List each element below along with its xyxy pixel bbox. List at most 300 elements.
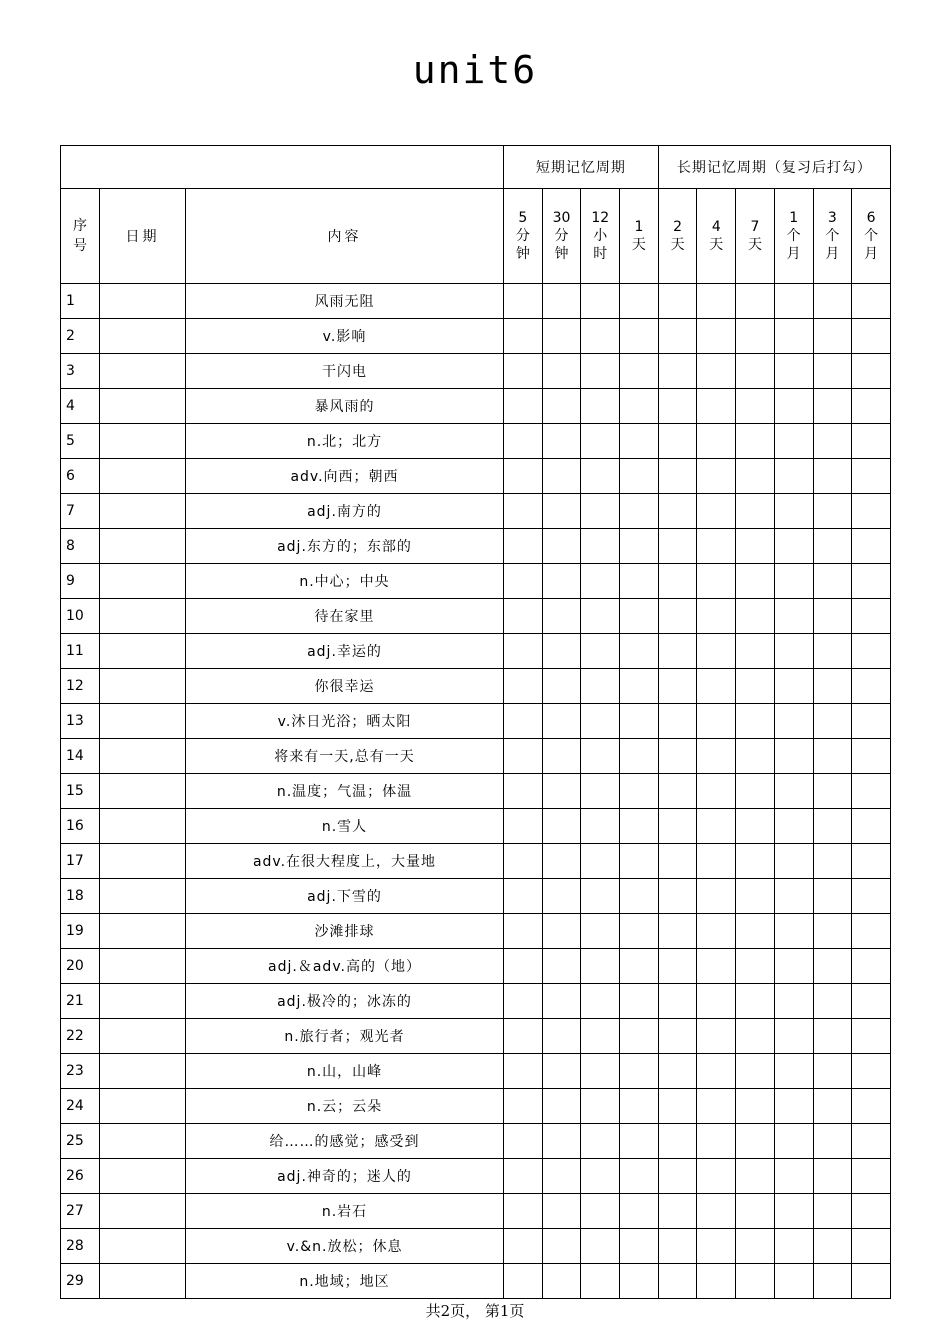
review-checkbox-cell[interactable] [736,844,775,879]
review-checkbox-cell[interactable] [774,1264,813,1299]
review-checkbox-cell[interactable] [774,984,813,1019]
review-checkbox-cell[interactable] [504,704,543,739]
review-checkbox-cell[interactable] [542,1229,581,1264]
date-cell[interactable] [100,389,186,424]
review-checkbox-cell[interactable] [852,599,891,634]
review-checkbox-cell[interactable] [736,809,775,844]
review-checkbox-cell[interactable] [813,1194,852,1229]
review-checkbox-cell[interactable] [658,599,697,634]
review-checkbox-cell[interactable] [581,1159,620,1194]
review-checkbox-cell[interactable] [774,844,813,879]
date-cell[interactable] [100,634,186,669]
review-checkbox-cell[interactable] [852,529,891,564]
review-checkbox-cell[interactable] [658,529,697,564]
review-checkbox-cell[interactable] [852,1019,891,1054]
review-checkbox-cell[interactable] [658,1019,697,1054]
review-checkbox-cell[interactable] [581,1124,620,1159]
review-checkbox-cell[interactable] [581,984,620,1019]
review-checkbox-cell[interactable] [504,459,543,494]
review-checkbox-cell[interactable] [658,284,697,319]
review-checkbox-cell[interactable] [504,424,543,459]
review-checkbox-cell[interactable] [852,354,891,389]
review-checkbox-cell[interactable] [542,389,581,424]
review-checkbox-cell[interactable] [542,599,581,634]
review-checkbox-cell[interactable] [504,1194,543,1229]
review-checkbox-cell[interactable] [620,739,659,774]
date-cell[interactable] [100,844,186,879]
review-checkbox-cell[interactable] [813,634,852,669]
review-checkbox-cell[interactable] [852,459,891,494]
review-checkbox-cell[interactable] [736,529,775,564]
date-cell[interactable] [100,529,186,564]
review-checkbox-cell[interactable] [736,284,775,319]
review-checkbox-cell[interactable] [736,599,775,634]
review-checkbox-cell[interactable] [542,529,581,564]
review-checkbox-cell[interactable] [852,704,891,739]
review-checkbox-cell[interactable] [620,669,659,704]
review-checkbox-cell[interactable] [542,1194,581,1229]
review-checkbox-cell[interactable] [620,564,659,599]
review-checkbox-cell[interactable] [697,984,736,1019]
review-checkbox-cell[interactable] [736,1194,775,1229]
review-checkbox-cell[interactable] [542,354,581,389]
review-checkbox-cell[interactable] [774,774,813,809]
review-checkbox-cell[interactable] [620,949,659,984]
date-cell[interactable] [100,1054,186,1089]
review-checkbox-cell[interactable] [774,1159,813,1194]
review-checkbox-cell[interactable] [697,809,736,844]
review-checkbox-cell[interactable] [697,564,736,599]
review-checkbox-cell[interactable] [852,1089,891,1124]
review-checkbox-cell[interactable] [697,529,736,564]
review-checkbox-cell[interactable] [542,984,581,1019]
review-checkbox-cell[interactable] [774,634,813,669]
review-checkbox-cell[interactable] [813,599,852,634]
review-checkbox-cell[interactable] [774,529,813,564]
review-checkbox-cell[interactable] [620,809,659,844]
review-checkbox-cell[interactable] [774,389,813,424]
review-checkbox-cell[interactable] [658,389,697,424]
review-checkbox-cell[interactable] [581,529,620,564]
review-checkbox-cell[interactable] [697,354,736,389]
review-checkbox-cell[interactable] [581,284,620,319]
review-checkbox-cell[interactable] [620,774,659,809]
review-checkbox-cell[interactable] [658,1229,697,1264]
review-checkbox-cell[interactable] [774,704,813,739]
review-checkbox-cell[interactable] [658,739,697,774]
review-checkbox-cell[interactable] [620,494,659,529]
review-checkbox-cell[interactable] [581,704,620,739]
review-checkbox-cell[interactable] [852,284,891,319]
review-checkbox-cell[interactable] [581,949,620,984]
review-checkbox-cell[interactable] [774,1194,813,1229]
date-cell[interactable] [100,879,186,914]
review-checkbox-cell[interactable] [736,704,775,739]
date-cell[interactable] [100,669,186,704]
review-checkbox-cell[interactable] [813,844,852,879]
review-checkbox-cell[interactable] [852,1229,891,1264]
review-checkbox-cell[interactable] [774,739,813,774]
review-checkbox-cell[interactable] [658,564,697,599]
review-checkbox-cell[interactable] [774,459,813,494]
review-checkbox-cell[interactable] [697,774,736,809]
review-checkbox-cell[interactable] [504,669,543,704]
review-checkbox-cell[interactable] [774,809,813,844]
review-checkbox-cell[interactable] [852,424,891,459]
review-checkbox-cell[interactable] [581,564,620,599]
review-checkbox-cell[interactable] [542,704,581,739]
review-checkbox-cell[interactable] [658,774,697,809]
review-checkbox-cell[interactable] [774,1124,813,1159]
review-checkbox-cell[interactable] [620,529,659,564]
review-checkbox-cell[interactable] [697,1054,736,1089]
review-checkbox-cell[interactable] [504,879,543,914]
review-checkbox-cell[interactable] [542,1124,581,1159]
review-checkbox-cell[interactable] [581,1194,620,1229]
review-checkbox-cell[interactable] [697,879,736,914]
review-checkbox-cell[interactable] [658,319,697,354]
review-checkbox-cell[interactable] [581,389,620,424]
review-checkbox-cell[interactable] [736,319,775,354]
review-checkbox-cell[interactable] [697,914,736,949]
review-checkbox-cell[interactable] [852,844,891,879]
review-checkbox-cell[interactable] [504,774,543,809]
review-checkbox-cell[interactable] [852,774,891,809]
review-checkbox-cell[interactable] [813,424,852,459]
review-checkbox-cell[interactable] [774,599,813,634]
review-checkbox-cell[interactable] [542,1054,581,1089]
review-checkbox-cell[interactable] [813,1019,852,1054]
review-checkbox-cell[interactable] [620,319,659,354]
review-checkbox-cell[interactable] [542,319,581,354]
review-checkbox-cell[interactable] [620,1159,659,1194]
review-checkbox-cell[interactable] [504,844,543,879]
review-checkbox-cell[interactable] [774,354,813,389]
review-checkbox-cell[interactable] [581,494,620,529]
review-checkbox-cell[interactable] [697,1019,736,1054]
review-checkbox-cell[interactable] [504,284,543,319]
review-checkbox-cell[interactable] [813,1159,852,1194]
review-checkbox-cell[interactable] [736,424,775,459]
review-checkbox-cell[interactable] [581,669,620,704]
date-cell[interactable] [100,739,186,774]
review-checkbox-cell[interactable] [504,564,543,599]
review-checkbox-cell[interactable] [658,669,697,704]
review-checkbox-cell[interactable] [774,949,813,984]
review-checkbox-cell[interactable] [542,459,581,494]
date-cell[interactable] [100,354,186,389]
review-checkbox-cell[interactable] [697,284,736,319]
review-checkbox-cell[interactable] [620,1019,659,1054]
review-checkbox-cell[interactable] [504,494,543,529]
review-checkbox-cell[interactable] [774,424,813,459]
review-checkbox-cell[interactable] [542,774,581,809]
review-checkbox-cell[interactable] [774,319,813,354]
review-checkbox-cell[interactable] [813,669,852,704]
review-checkbox-cell[interactable] [697,634,736,669]
review-checkbox-cell[interactable] [581,1264,620,1299]
review-checkbox-cell[interactable] [774,1229,813,1264]
review-checkbox-cell[interactable] [581,1089,620,1124]
review-checkbox-cell[interactable] [852,879,891,914]
review-checkbox-cell[interactable] [581,354,620,389]
review-checkbox-cell[interactable] [813,1089,852,1124]
review-checkbox-cell[interactable] [852,564,891,599]
date-cell[interactable] [100,284,186,319]
review-checkbox-cell[interactable] [504,739,543,774]
review-checkbox-cell[interactable] [697,949,736,984]
review-checkbox-cell[interactable] [852,1194,891,1229]
review-checkbox-cell[interactable] [504,354,543,389]
date-cell[interactable] [100,459,186,494]
review-checkbox-cell[interactable] [581,1229,620,1264]
review-checkbox-cell[interactable] [620,1229,659,1264]
review-checkbox-cell[interactable] [852,1124,891,1159]
review-checkbox-cell[interactable] [542,1159,581,1194]
review-checkbox-cell[interactable] [658,809,697,844]
review-checkbox-cell[interactable] [736,984,775,1019]
review-checkbox-cell[interactable] [813,564,852,599]
review-checkbox-cell[interactable] [736,1264,775,1299]
review-checkbox-cell[interactable] [542,564,581,599]
review-checkbox-cell[interactable] [620,879,659,914]
review-checkbox-cell[interactable] [697,1159,736,1194]
review-checkbox-cell[interactable] [658,1159,697,1194]
review-checkbox-cell[interactable] [852,914,891,949]
review-checkbox-cell[interactable] [813,1054,852,1089]
review-checkbox-cell[interactable] [504,1089,543,1124]
review-checkbox-cell[interactable] [658,914,697,949]
review-checkbox-cell[interactable] [852,634,891,669]
review-checkbox-cell[interactable] [697,494,736,529]
review-checkbox-cell[interactable] [736,1054,775,1089]
review-checkbox-cell[interactable] [697,389,736,424]
review-checkbox-cell[interactable] [658,494,697,529]
review-checkbox-cell[interactable] [504,914,543,949]
review-checkbox-cell[interactable] [697,424,736,459]
review-checkbox-cell[interactable] [504,319,543,354]
review-checkbox-cell[interactable] [658,949,697,984]
review-checkbox-cell[interactable] [620,1089,659,1124]
review-checkbox-cell[interactable] [736,739,775,774]
review-checkbox-cell[interactable] [813,984,852,1019]
review-checkbox-cell[interactable] [620,284,659,319]
review-checkbox-cell[interactable] [542,844,581,879]
review-checkbox-cell[interactable] [658,634,697,669]
date-cell[interactable] [100,564,186,599]
review-checkbox-cell[interactable] [697,319,736,354]
date-cell[interactable] [100,599,186,634]
date-cell[interactable] [100,1124,186,1159]
date-cell[interactable] [100,1264,186,1299]
review-checkbox-cell[interactable] [620,704,659,739]
review-checkbox-cell[interactable] [736,564,775,599]
review-checkbox-cell[interactable] [813,739,852,774]
review-checkbox-cell[interactable] [774,494,813,529]
review-checkbox-cell[interactable] [542,494,581,529]
review-checkbox-cell[interactable] [620,424,659,459]
review-checkbox-cell[interactable] [581,319,620,354]
review-checkbox-cell[interactable] [697,844,736,879]
review-checkbox-cell[interactable] [658,1089,697,1124]
review-checkbox-cell[interactable] [736,1089,775,1124]
date-cell[interactable] [100,1229,186,1264]
review-checkbox-cell[interactable] [774,1054,813,1089]
review-checkbox-cell[interactable] [852,1159,891,1194]
review-checkbox-cell[interactable] [620,984,659,1019]
review-checkbox-cell[interactable] [658,459,697,494]
review-checkbox-cell[interactable] [658,879,697,914]
review-checkbox-cell[interactable] [852,1054,891,1089]
review-checkbox-cell[interactable] [504,634,543,669]
review-checkbox-cell[interactable] [658,704,697,739]
review-checkbox-cell[interactable] [852,949,891,984]
review-checkbox-cell[interactable] [620,459,659,494]
review-checkbox-cell[interactable] [813,389,852,424]
review-checkbox-cell[interactable] [736,669,775,704]
review-checkbox-cell[interactable] [697,704,736,739]
review-checkbox-cell[interactable] [774,284,813,319]
review-checkbox-cell[interactable] [581,774,620,809]
review-checkbox-cell[interactable] [813,319,852,354]
review-checkbox-cell[interactable] [620,634,659,669]
review-checkbox-cell[interactable] [736,459,775,494]
review-checkbox-cell[interactable] [736,1229,775,1264]
date-cell[interactable] [100,949,186,984]
review-checkbox-cell[interactable] [542,634,581,669]
date-cell[interactable] [100,914,186,949]
review-checkbox-cell[interactable] [774,879,813,914]
review-checkbox-cell[interactable] [813,1264,852,1299]
review-checkbox-cell[interactable] [697,669,736,704]
review-checkbox-cell[interactable] [852,669,891,704]
review-checkbox-cell[interactable] [542,1019,581,1054]
review-checkbox-cell[interactable] [504,984,543,1019]
review-checkbox-cell[interactable] [620,1264,659,1299]
review-checkbox-cell[interactable] [581,844,620,879]
review-checkbox-cell[interactable] [504,599,543,634]
review-checkbox-cell[interactable] [658,844,697,879]
review-checkbox-cell[interactable] [581,459,620,494]
review-checkbox-cell[interactable] [736,634,775,669]
review-checkbox-cell[interactable] [774,1019,813,1054]
review-checkbox-cell[interactable] [658,1124,697,1159]
review-checkbox-cell[interactable] [581,1054,620,1089]
review-checkbox-cell[interactable] [736,389,775,424]
review-checkbox-cell[interactable] [697,1229,736,1264]
review-checkbox-cell[interactable] [581,599,620,634]
review-checkbox-cell[interactable] [813,1124,852,1159]
review-checkbox-cell[interactable] [542,949,581,984]
review-checkbox-cell[interactable] [736,1159,775,1194]
review-checkbox-cell[interactable] [620,1194,659,1229]
review-checkbox-cell[interactable] [504,1019,543,1054]
review-checkbox-cell[interactable] [852,389,891,424]
review-checkbox-cell[interactable] [736,879,775,914]
review-checkbox-cell[interactable] [542,424,581,459]
review-checkbox-cell[interactable] [813,1229,852,1264]
review-checkbox-cell[interactable] [813,809,852,844]
review-checkbox-cell[interactable] [504,1054,543,1089]
date-cell[interactable] [100,774,186,809]
date-cell[interactable] [100,1194,186,1229]
review-checkbox-cell[interactable] [542,914,581,949]
review-checkbox-cell[interactable] [620,1124,659,1159]
review-checkbox-cell[interactable] [581,914,620,949]
review-checkbox-cell[interactable] [852,739,891,774]
review-checkbox-cell[interactable] [736,1124,775,1159]
review-checkbox-cell[interactable] [697,739,736,774]
review-checkbox-cell[interactable] [581,424,620,459]
review-checkbox-cell[interactable] [697,1194,736,1229]
review-checkbox-cell[interactable] [736,1019,775,1054]
review-checkbox-cell[interactable] [813,879,852,914]
date-cell[interactable] [100,984,186,1019]
review-checkbox-cell[interactable] [542,284,581,319]
review-checkbox-cell[interactable] [852,494,891,529]
review-checkbox-cell[interactable] [581,879,620,914]
review-checkbox-cell[interactable] [813,774,852,809]
review-checkbox-cell[interactable] [852,984,891,1019]
review-checkbox-cell[interactable] [658,1054,697,1089]
review-checkbox-cell[interactable] [736,949,775,984]
date-cell[interactable] [100,424,186,459]
review-checkbox-cell[interactable] [736,914,775,949]
review-checkbox-cell[interactable] [581,739,620,774]
review-checkbox-cell[interactable] [581,634,620,669]
review-checkbox-cell[interactable] [542,669,581,704]
review-checkbox-cell[interactable] [620,914,659,949]
review-checkbox-cell[interactable] [813,949,852,984]
review-checkbox-cell[interactable] [774,914,813,949]
review-checkbox-cell[interactable] [504,809,543,844]
review-checkbox-cell[interactable] [542,809,581,844]
review-checkbox-cell[interactable] [542,1089,581,1124]
review-checkbox-cell[interactable] [697,1264,736,1299]
review-checkbox-cell[interactable] [813,529,852,564]
review-checkbox-cell[interactable] [736,774,775,809]
review-checkbox-cell[interactable] [658,1264,697,1299]
review-checkbox-cell[interactable] [697,1124,736,1159]
review-checkbox-cell[interactable] [620,599,659,634]
review-checkbox-cell[interactable] [813,914,852,949]
review-checkbox-cell[interactable] [504,529,543,564]
review-checkbox-cell[interactable] [813,284,852,319]
review-checkbox-cell[interactable] [813,459,852,494]
review-checkbox-cell[interactable] [581,809,620,844]
review-checkbox-cell[interactable] [852,319,891,354]
review-checkbox-cell[interactable] [774,669,813,704]
review-checkbox-cell[interactable] [852,809,891,844]
review-checkbox-cell[interactable] [504,389,543,424]
review-checkbox-cell[interactable] [774,1089,813,1124]
review-checkbox-cell[interactable] [658,984,697,1019]
date-cell[interactable] [100,319,186,354]
date-cell[interactable] [100,1019,186,1054]
review-checkbox-cell[interactable] [542,739,581,774]
review-checkbox-cell[interactable] [697,459,736,494]
review-checkbox-cell[interactable] [813,354,852,389]
review-checkbox-cell[interactable] [542,879,581,914]
review-checkbox-cell[interactable] [697,599,736,634]
review-checkbox-cell[interactable] [852,1264,891,1299]
review-checkbox-cell[interactable] [774,564,813,599]
review-checkbox-cell[interactable] [504,1264,543,1299]
date-cell[interactable] [100,704,186,739]
review-checkbox-cell[interactable] [504,1124,543,1159]
date-cell[interactable] [100,809,186,844]
date-cell[interactable] [100,1159,186,1194]
